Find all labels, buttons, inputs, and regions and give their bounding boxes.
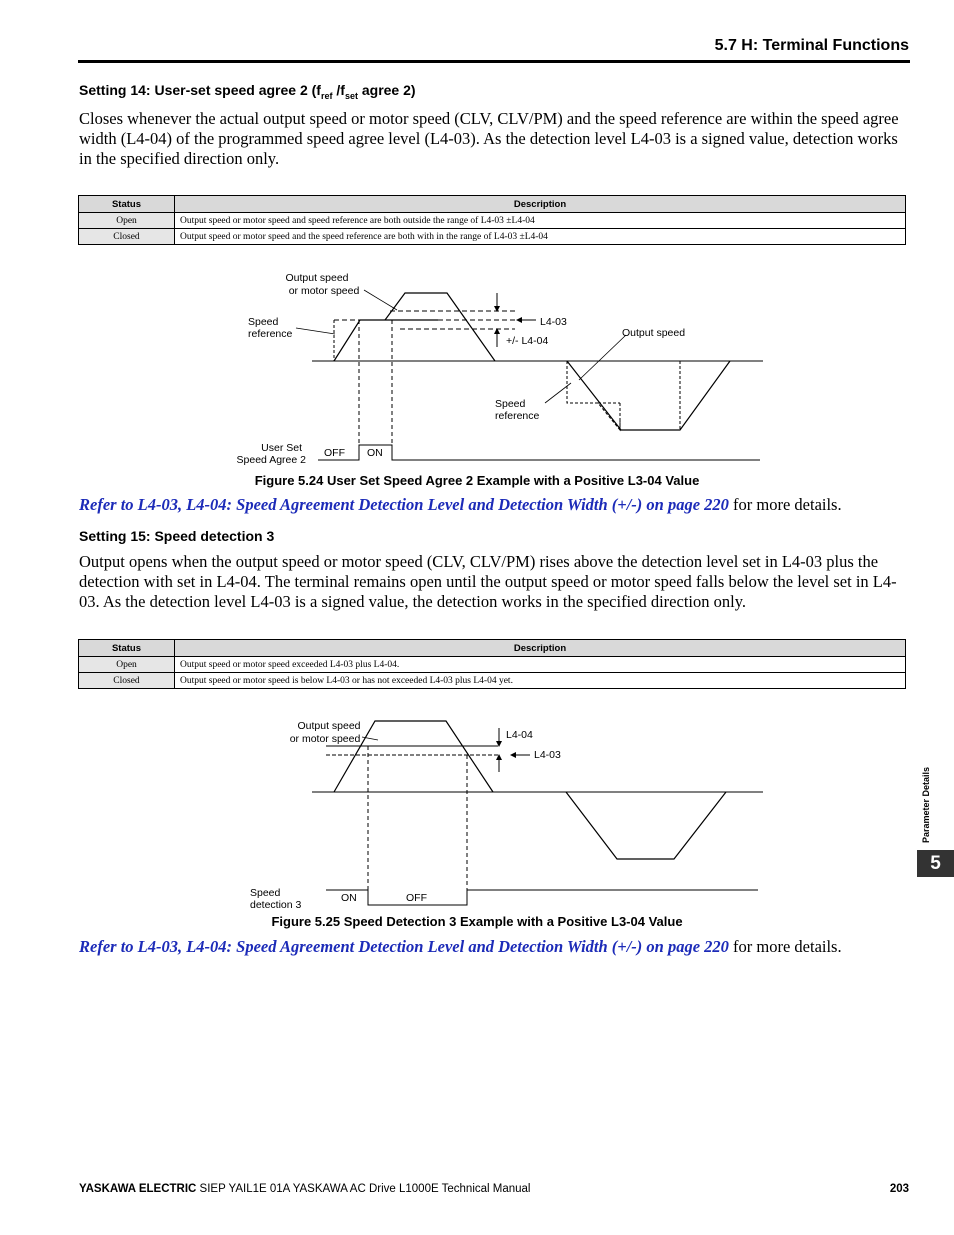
page-reference-link[interactable]: Refer to L4-03, L4-04: Speed Agreement Detection Level and Detection Width (+/-) on page 220 [79, 495, 729, 514]
setting14-reference: Refer to L4-03, L4-04: Speed Agreement Detection Level and Detection Width (+/-) on page 220 for more details. [79, 495, 842, 514]
setting14-status-table [78, 195, 906, 245]
label-l4-04: L4-04 [506, 729, 533, 741]
label-speed: Speed [250, 887, 281, 899]
table-header-status: Status [79, 640, 175, 657]
section-title: 5.7 H: Terminal Functions [714, 37, 909, 54]
header-rule [78, 60, 910, 63]
figure-5-25-diagram [0, 710, 954, 915]
label-speed-agree-2: Speed Agree 2 [236, 454, 306, 466]
label-reference-low: reference [495, 410, 540, 422]
status-cell: Open [79, 213, 175, 229]
setting14-heading: Setting 14: User-set speed agree 2 ($f_{ref}$ $/f_{set}$ agree 2) [79, 82, 416, 101]
setting15-heading: Setting 15: Speed detection 3 [79, 528, 275, 544]
label-reference: reference [248, 328, 293, 340]
status-cell: Closed [79, 673, 175, 689]
label-user-set: User Set [261, 442, 302, 454]
setting15-status-table [78, 639, 906, 689]
description-cell: Output speed or motor speed and speed reference are both outside the range of L4-03 ±L4-04 [175, 213, 906, 229]
label-off: OFF [406, 892, 427, 904]
side-tab-label: Parameter Details [921, 766, 931, 843]
setting15-reference: Refer to L4-03, L4-04: Speed Agreement Detection Level and Detection Width (+/-) on page 220 for more details. [79, 937, 842, 956]
table-row [79, 657, 906, 673]
table-header-description: Description [175, 196, 906, 213]
label-output-speed: Output speed [285, 272, 349, 284]
label-output-speed: Output speed [297, 720, 361, 732]
chapter-tab[interactable]: 5 [917, 850, 954, 877]
figure-5-24-caption: Figure 5.24 User Set Speed Agree 2 Example with a Positive L3-04 Value [254, 473, 700, 488]
label-speed: Speed [248, 316, 279, 328]
status-cell: Closed [79, 229, 175, 245]
label-on: ON [341, 892, 357, 904]
table-row [79, 229, 906, 245]
label-output-speed-right: Output speed [622, 327, 686, 339]
figure-5-24-diagram [0, 260, 954, 470]
label-off: OFF [324, 447, 345, 459]
description-cell: Output speed or motor speed exceeded L4-03 plus L4-04. [175, 657, 906, 673]
table-row [79, 213, 906, 229]
table-row [79, 673, 906, 689]
page-number: 203 [889, 1183, 909, 1195]
label-pm-l4-04: +/- L4-04 [506, 335, 549, 347]
label-or-motor-speed: or motor speed [288, 285, 360, 297]
status-cell: Open [79, 657, 175, 673]
description-cell: Output speed or motor speed is below L4-03 or has not exceeded L4-03 plus L4-04 yet. [175, 673, 906, 689]
label-l4-03: L4-03 [540, 316, 567, 328]
label-detection-3: detection 3 [250, 899, 302, 911]
setting15-paragraph: Output opens when the output speed or motor speed (CLV, CLV/PM) rises above the detection level set in L4-03 plus the detection with set in L4-04. The terminal remains open until the output speed or motor speed falls below the level set in L4-03. As the detection level L4-03 is a signed value, the detection works in the specified direction only. [79, 552, 897, 611]
table-header-description: Description [175, 640, 906, 657]
label-on: ON [367, 447, 383, 459]
description-cell: Output speed or motor speed and the speed reference are both with in the range of L4-03 ±L4-04 [175, 229, 906, 245]
figure-5-25-caption: Figure 5.25 Speed Detection 3 Example with a Positive L3-04 Value [271, 914, 683, 929]
page-reference-link[interactable]: Refer to L4-03, L4-04: Speed Agreement Detection Level and Detection Width (+/-) on page 220 [79, 937, 729, 956]
setting14-paragraph: Closes whenever the actual output speed or motor speed (CLV, CLV/PM) and the speed reference are within the speed agree width (L4-04) of the programmed speed agree level (L4-03). As the detection level L4-03 is a signed value, detection works in the specified direction only. [79, 109, 899, 168]
table-header-status: Status [79, 196, 175, 213]
label-or-motor-speed: or motor speed [289, 733, 361, 745]
label-speed-low: Speed [495, 398, 526, 410]
label-l4-03: L4-03 [534, 749, 561, 761]
footer-manual-title: YASKAWA ELECTRIC SIEP YAIL1E 01A YASKAWA AC Drive L1000E Technical Manual [79, 1183, 531, 1195]
